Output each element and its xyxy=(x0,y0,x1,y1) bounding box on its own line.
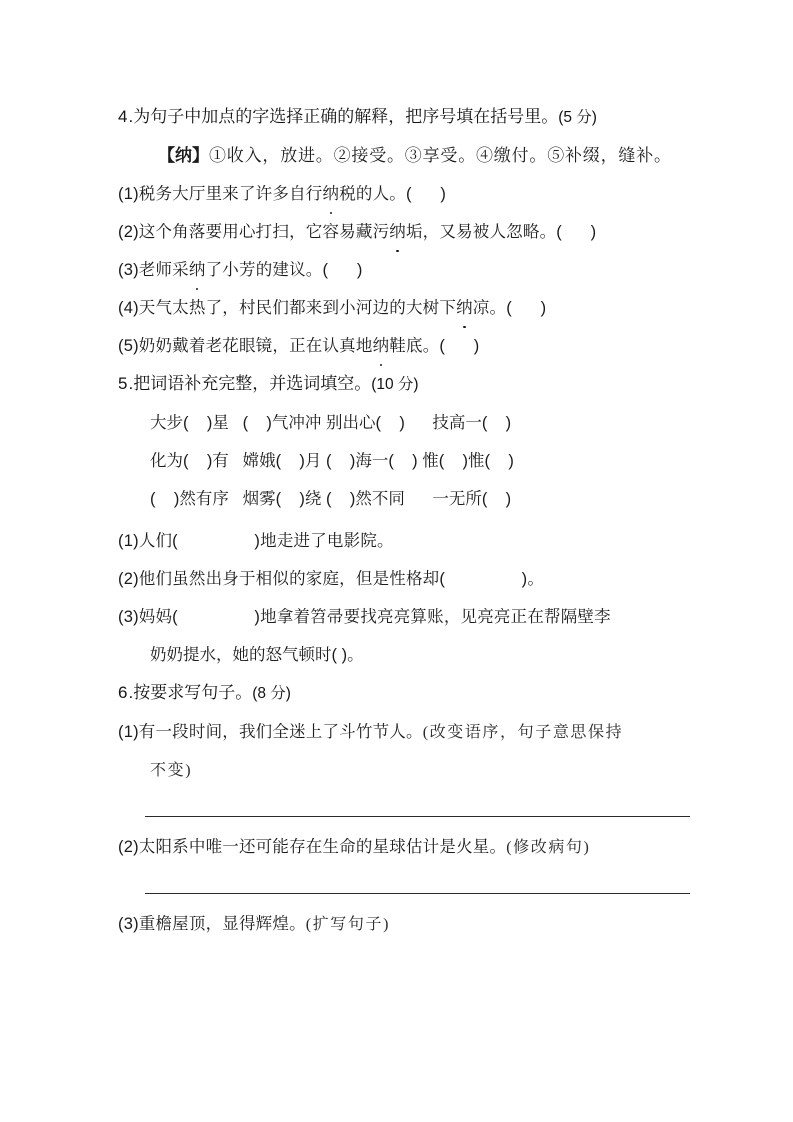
question-6-heading xyxy=(118,674,698,713)
question-6-prompt: 按要求写句子。 xyxy=(133,683,253,702)
question-6-separator: . xyxy=(128,683,134,702)
item-label: (1) xyxy=(118,185,139,203)
question-4-definition xyxy=(118,137,698,175)
emphasized-char: 纳 xyxy=(456,289,473,327)
item-instruction: (修改病句) xyxy=(506,839,591,856)
item-instruction: (扩写句子) xyxy=(305,916,391,933)
item-text-before: 税务大厅里来了许多自行 xyxy=(138,185,323,203)
item-text-after: 税的人。( ) xyxy=(339,185,447,203)
question-5-number: 5 xyxy=(118,374,129,393)
item-text-after: 了小芳的建议。( ) xyxy=(205,261,363,279)
item-label: (2) xyxy=(118,223,139,241)
item-label: (5) xyxy=(118,337,139,355)
idiom-row-2: 化为( )有 嫦娥( )月 ( )海一( ) 惟( )惟( ) xyxy=(150,452,514,470)
question-5-score: (10 分) xyxy=(371,376,419,393)
question-5-fill-2 xyxy=(118,560,698,598)
emphasized-char: 纳 xyxy=(389,213,406,251)
question-4-item-5 xyxy=(118,327,698,365)
item-text: 太阳系中唯一还可能存在生命的星球估计是火星。 xyxy=(138,838,507,856)
question-6-item-3 xyxy=(118,905,698,944)
item-text-before: 天气太热了，村民们都来到小河边的大树下 xyxy=(138,299,457,317)
question-4-item-1 xyxy=(118,175,698,213)
definition-senses: ①收入，放进。②接受。③享受。④缴付。⑤补缀，缝补。 xyxy=(209,146,672,165)
question-5-heading xyxy=(118,365,698,404)
idiom-row-3: ( )然有序 烟雾( )绕 ( )然不同 一无所( ) xyxy=(150,490,512,508)
answer-line-1[interactable] xyxy=(118,790,698,828)
item-text-before: 老师采 xyxy=(138,261,189,279)
question-6-item-1 xyxy=(118,713,698,752)
item-text-before: 这个角落要用心打扫，它容易藏污 xyxy=(138,223,390,241)
item-text: 他们虽然出身于相似的家庭，但是性格却( )。 xyxy=(138,570,545,588)
answer-line-2[interactable] xyxy=(118,867,698,905)
question-6-item-2 xyxy=(118,828,698,867)
item-text-before: 奶奶戴着老花眼镜，正在认真地 xyxy=(138,337,373,355)
idiom-row-1: 大步( )星 ( )气冲冲 别出心( ) 技高一( ) xyxy=(150,414,512,432)
emphasized-char: 纳 xyxy=(373,327,390,365)
question-5-separator: . xyxy=(128,374,134,393)
item-label: (1) xyxy=(118,532,139,550)
question-4-separator: . xyxy=(128,107,134,126)
question-6-number: 6 xyxy=(118,683,129,702)
question-5-prompt: 把词语补充完整，并选词填空。 xyxy=(133,374,372,393)
question-4-prompt: 为句子中加点的字选择正确的解释，把序号填在括号里。 xyxy=(133,107,559,126)
item-label: (4) xyxy=(118,299,139,317)
item-label: (1) xyxy=(118,723,139,741)
question-5-fill-3-continuation: 奶奶提水，她的怒气顿时( )。 xyxy=(150,646,364,664)
item-instruction: (改变语序，句子意思保持 xyxy=(422,724,624,741)
item-label: (3) xyxy=(118,608,139,626)
item-text: 有一段时间，我们全迷上了斗竹节人。 xyxy=(138,723,423,741)
question-4-heading xyxy=(118,98,698,137)
content-column xyxy=(118,98,698,944)
item-label: (3) xyxy=(118,261,139,279)
question-5-fill-3 xyxy=(118,598,698,636)
emphasized-char: 纳 xyxy=(189,251,206,289)
emphasized-char: 纳 xyxy=(322,175,339,213)
item-text-after: 凉。( ) xyxy=(472,299,547,317)
question-5-fill-1 xyxy=(118,522,698,560)
question-4-item-4 xyxy=(118,289,698,327)
item-text-after: 鞋底。( ) xyxy=(389,337,480,355)
item-label: (2) xyxy=(118,570,139,588)
item-text: 重檐屋顶，显得辉煌。 xyxy=(138,915,306,933)
item-text: 妈妈( )地拿着笤帚要找亮亮算账，见亮亮正在帮隔壁李 xyxy=(138,608,611,626)
question-4-score: (5 分) xyxy=(558,109,597,126)
item-text-after: 垢，又易被人忽略。( ) xyxy=(405,223,597,241)
question-6-score: (8 分) xyxy=(252,685,291,702)
item-label: (3) xyxy=(118,915,139,933)
question-4-item-2 xyxy=(118,213,698,251)
question-4-number: 4 xyxy=(118,107,129,126)
question-4-item-3 xyxy=(118,251,698,289)
item-text: 人们( )地走进了电影院。 xyxy=(138,532,394,550)
question-6-item-1-instruction-continuation: 不变) xyxy=(150,762,193,779)
definition-headword: 【纳】 xyxy=(158,146,209,165)
item-label: (2) xyxy=(118,838,139,856)
